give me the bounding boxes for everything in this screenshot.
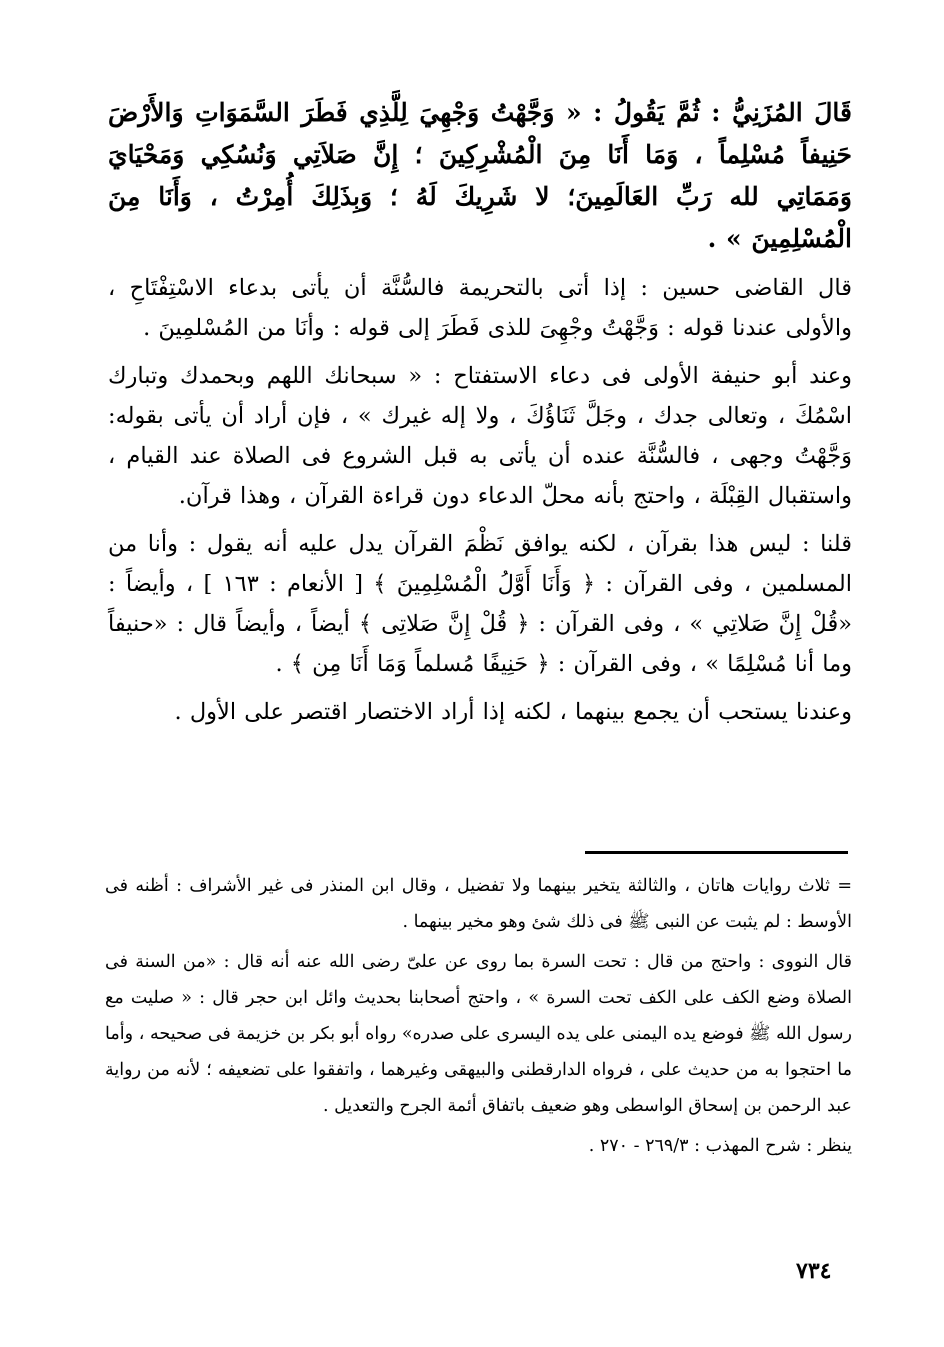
paragraph-conclusion: وعندنا يستحب أن يجمع بينهما ، لكنه إذا أراد الاختصار اقتصر على الأول . (174, 699, 852, 725)
footnote-continuation: = ثلاث روايات هاتان ، والثالثة يتخير بينهما ولا تفضيل ، وقال ابن المنذر فى غير الأشراف : أظنه فى الأوسط : لم يثبت عن النبى ﷺ فى ذلك شئ وهو مخير بينهما . (105, 876, 852, 932)
page-number: ٧٣٤ (796, 1258, 832, 1284)
paragraph-response: قلنا : ليس هذا بقرآن ، لكنه يوافق نَظْمَ القرآن يدل عليه أنه يقول : وأنا من المسلمين ، وفى القرآن : ﴿ وَأَنَا أَوَّلُ الْمُسْلِمِينَ ﴾ [ الأنعام : ١٦٣ ] ، وأيضاً : «قُلْ إِنَّ صَلاتِي » ، وفى القرآن : ﴿ قُلْ إِنَّ صَلاتِى ﴾ أيضاً ، وأيضاً قال : «حنيفاً وما أنا مُسْلِمًا » ، وفى القرآن : ﴿ حَنِيفًا مُسلماً وَمَا أَنَا مِن ﴾ . (108, 531, 852, 677)
footnotes-block (105, 868, 852, 1164)
footnote-reference: ينظر : شرح المهذب : ٢٦٩/٣ - ٢٧٠ . (588, 1136, 852, 1156)
paragraph-muzani-quote: قَالَ المُزَنِيُّ : ثُمَّ يَقُولُ : « وَجَّهْتُ وَجْهِيَ لِلَّذِي فَطَرَ السَّمَوَاتِ وَالأَرْضَ حَنِيفاً مُسْلِماً ، وَمَا أَنَا مِنَ الْمُشْرِكِينَ ؛ إِنَّ صَلاَتِي وَنُسُكِي وَمَحْيَايَ وَمَمَاتِي لله رَبِّ العَالَمِينَ؛ لا شَرِيكَ لَهُ ؛ وَبِذَلِكَ أُمِرْتُ ، وَأَنَا مِنَ الْمُسْلِمِينَ » . (108, 98, 852, 253)
paragraph-abu-hanifa: وعند أبو حنيفة الأولى فى دعاء الاستفتاح : « سبحانك اللهم وبحمدك وتبارك اسْمُكَ ، وتعالى جدك ، وجَلَّ ثَنَاؤُكَ ، ولا إله غيرك » ، فإن أراد أن يأتى بقوله: وَجَّهْتُ وجهى ، فالسُّنَّة عنده أن يأتى به قبل الشروع فى الصلاة عند القيام ، واستقبال القِبْلَة ، واحتج بأنه محلّ الدعاء دون قراءة القرآن ، وهذا قرآن. (108, 363, 852, 509)
footnote-divider (585, 851, 848, 854)
main-text-block (108, 92, 852, 732)
footnote-nawawi: قال النووى : واحتج من قال : تحت السرة بما روى عن علىّ رضى الله عنه أنه قال : «من السنة فى الصلاة وضع الكف على الكف تحت السرة » ، واحتج أصحابنا بحديث وائل ابن حجر قال : « صليت مع رسول الله ﷺ فوضع يده اليمنى على يده اليسرى على صدره» رواه أبو بكر بن خزيمة فى صحيحه ، وأما ما احتجوا به من حديث على ، فرواه الدارقطنى والبيهقى وغيرهما ، واتفقوا على تضعيفه ؛ لأنه من رواية عبد الرحمن بن إسحاق الواسطى وهو ضعيف باتفاق أئمة الجرح والتعديل . (105, 952, 852, 1116)
paragraph-qadi-hussein: قال القاضى حسين : إذا أتى بالتحريمة فالسُّنَّة أن يأتى بدعاء الاسْتِفْتَاحِ ، والأولى عندنا قوله : وَجَّهْتُ وجْهِىَ للذى فَطَرَ إلى قوله : وأنَا من المُسْلمِينَ . (108, 275, 852, 341)
